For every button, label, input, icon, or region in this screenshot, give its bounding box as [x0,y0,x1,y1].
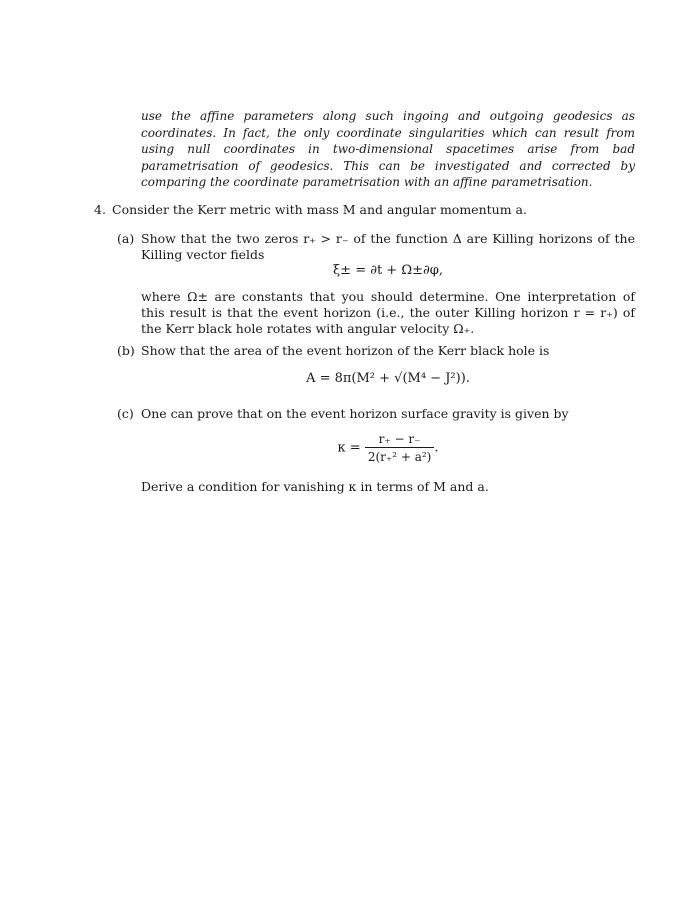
part-c-equation [141,432,635,464]
part-a-followup: where Ω± are constants that you should determine. One interpretation of this result is that the event horizon (i.e., the outer Killing horizon r = r₊) of the Kerr black hole rotates with angular velocity Ω₊. [141,289,635,337]
killing-vector-equation: ξ± = ∂t + Ω±∂φ, [333,263,443,278]
surface-gravity-lhs: κ = [337,440,361,456]
problem-text: Consider the Kerr metric with mass M and angular momentum a. [112,202,527,217]
surface-gravity-equation [338,432,439,464]
fraction-numerator: r₊ − r₋ [365,432,435,448]
part-c-followup: Derive a condition for vanishing κ in terms of M and a. [141,479,489,494]
problem-number: 4. [94,202,106,217]
fraction-denominator: 2(r₊² + a²) [367,450,432,464]
surface-gravity-fraction [365,432,435,464]
part-b-label: (b) [117,343,135,358]
part-a-label: (a) [117,231,135,246]
problem-4-statement [94,202,527,217]
part-c-label: (c) [117,406,134,421]
part-c-text: One can prove that on the event horizon surface gravity is given by [141,406,569,421]
part-b-text: Show that the area of the event horizon of the Kerr black hole is [141,343,550,358]
part-a-equation [141,263,635,278]
part-a-text: Show that the two zeros r₊ > r₋ of the function Δ are Killing horizons of the Killing vector fields [141,231,635,263]
part-b-equation [141,371,635,386]
equation-period: . [434,440,439,456]
horizon-area-equation: A = 8π(M² + √(M⁴ − J²)). [306,371,470,386]
hint-paragraph: use the affine parameters along such ingoing and outgoing geodesics as coordinates. In fact, the only coordinate singularities which can result from using null coordinates in two-dimensional spacetimes arise from bad parametrisation of geodesics. This can be investigated and corrected by comparing the coordinate parametrisation with an affine parametrisation. [141,109,635,190]
